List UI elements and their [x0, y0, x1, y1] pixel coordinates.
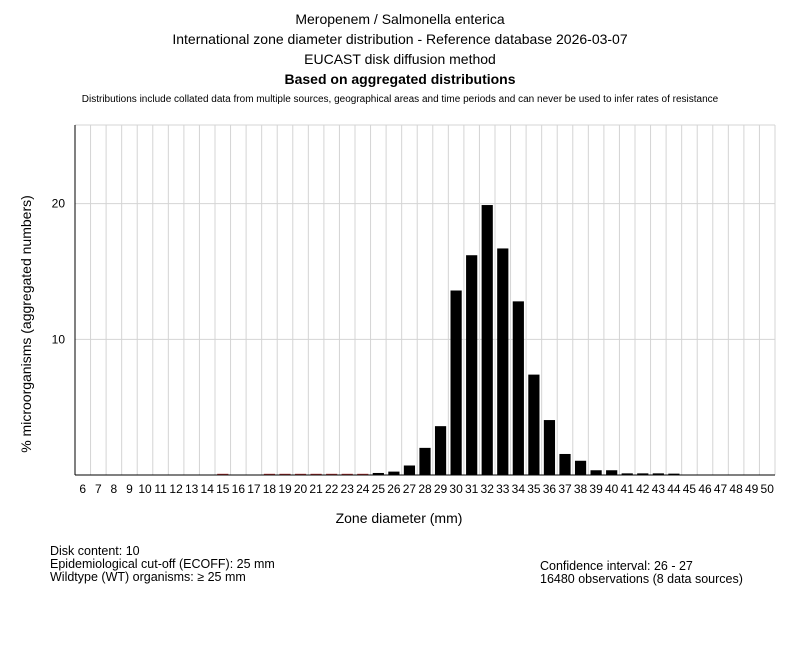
x-tick-label: 30 [449, 482, 463, 496]
disclaimer-text: Distributions include collated data from multiple sources, geographical areas and time periods and can never be used to infer rates of resistance [81, 94, 719, 105]
x-tick-label: 6 [79, 482, 87, 496]
x-tick-label: 40 [604, 482, 619, 496]
bar-34mm [513, 301, 524, 475]
x-tick-labels [79, 482, 774, 496]
x-tick-label: 43 [651, 482, 666, 496]
y-tick-labels [52, 197, 66, 347]
bar-36mm [544, 420, 555, 475]
x-tick-label: 16 [231, 482, 246, 496]
x-tick-label: 32 [480, 482, 494, 496]
bar-28mm [419, 448, 430, 475]
gridlines [75, 125, 775, 475]
x-axis-label: Zone diameter (mm) [335, 510, 463, 526]
x-tick-label: 15 [216, 482, 230, 496]
x-tick-label: 41 [620, 482, 634, 496]
x-tick-label: 37 [558, 482, 572, 496]
x-tick-label: 44 [667, 482, 681, 496]
x-tick-label: 48 [729, 482, 743, 496]
x-tick-label: 34 [511, 482, 526, 496]
bar-37mm [559, 454, 570, 475]
x-tick-label: 19 [278, 482, 292, 496]
x-tick-label: 17 [247, 482, 261, 496]
x-tick-label: 18 [262, 482, 277, 496]
y-tick-label: 20 [51, 196, 65, 211]
x-tick-label: 20 [293, 482, 308, 496]
x-tick-label: 26 [387, 482, 401, 496]
x-tick-label: 7 [94, 482, 102, 496]
x-tick-label: 10 [138, 482, 152, 496]
x-tick-label: 22 [324, 482, 339, 496]
x-tick-label: 33 [496, 482, 510, 496]
observations-text: 16480 observations (8 data sources) [540, 572, 743, 586]
x-tick-label: 38 [573, 482, 588, 496]
x-tick-label: 50 [760, 482, 774, 496]
x-tick-label: 12 [169, 482, 183, 496]
x-tick-label: 14 [200, 482, 214, 496]
x-tick-label: 9 [126, 482, 133, 496]
method-label: EUCAST disk diffusion method [304, 51, 496, 67]
y-tick-label: 10 [51, 332, 65, 347]
x-tick-label: 13 [184, 482, 199, 496]
x-tick-label: 11 [154, 482, 167, 496]
bar-40mm [606, 470, 617, 475]
x-tick-label: 42 [636, 482, 650, 496]
bar-33mm [497, 248, 508, 475]
bar-39mm [591, 470, 602, 475]
disk-content-text: Disk content: 10 [50, 544, 140, 558]
x-tick-label: 47 [713, 482, 728, 496]
x-tick-label: 28 [418, 482, 432, 496]
x-tick-label: 25 [371, 482, 386, 496]
footer-left [50, 545, 275, 584]
y-axis-label: % microorganisms (aggregated numbers) [18, 195, 34, 453]
bar-27mm [404, 466, 415, 476]
x-tick-label: 35 [527, 482, 541, 496]
x-tick-label: 27 [402, 482, 417, 496]
x-tick-label: 24 [356, 482, 370, 496]
x-tick-label: 8 [110, 482, 118, 496]
chart-title: Meropenem / Salmonella enterica [295, 11, 505, 27]
x-tick-label: 36 [542, 482, 557, 496]
bar-31mm [466, 255, 477, 475]
bar-35mm [528, 375, 539, 475]
bar-32mm [482, 205, 493, 475]
ecoff-text: Epidemiological cut-off (ECOFF): 25 mm [50, 557, 275, 571]
x-tick-label: 21 [309, 482, 323, 496]
chart-subtitle: International zone diameter distribution - Reference database 2026-03-07 [172, 31, 628, 47]
x-tick-label: 29 [433, 482, 448, 496]
bar-38mm [575, 461, 586, 475]
x-tick-label: 46 [698, 482, 712, 496]
footer-right [540, 560, 743, 586]
confidence-text: Confidence interval: 26 - 27 [540, 559, 693, 573]
x-tick-label: 45 [682, 482, 697, 496]
x-tick-label: 49 [744, 482, 759, 496]
basis-label: Based on aggregated distributions [284, 71, 516, 87]
x-tick-label: 39 [589, 482, 603, 496]
wildtype-text: Wildtype (WT) organisms: ≥ 25 mm [50, 570, 246, 584]
x-tick-label: 31 [464, 482, 479, 496]
bar-29mm [435, 426, 446, 475]
x-tick-label: 23 [340, 482, 354, 496]
bar-30mm [451, 291, 462, 476]
bar-26mm [388, 472, 399, 475]
